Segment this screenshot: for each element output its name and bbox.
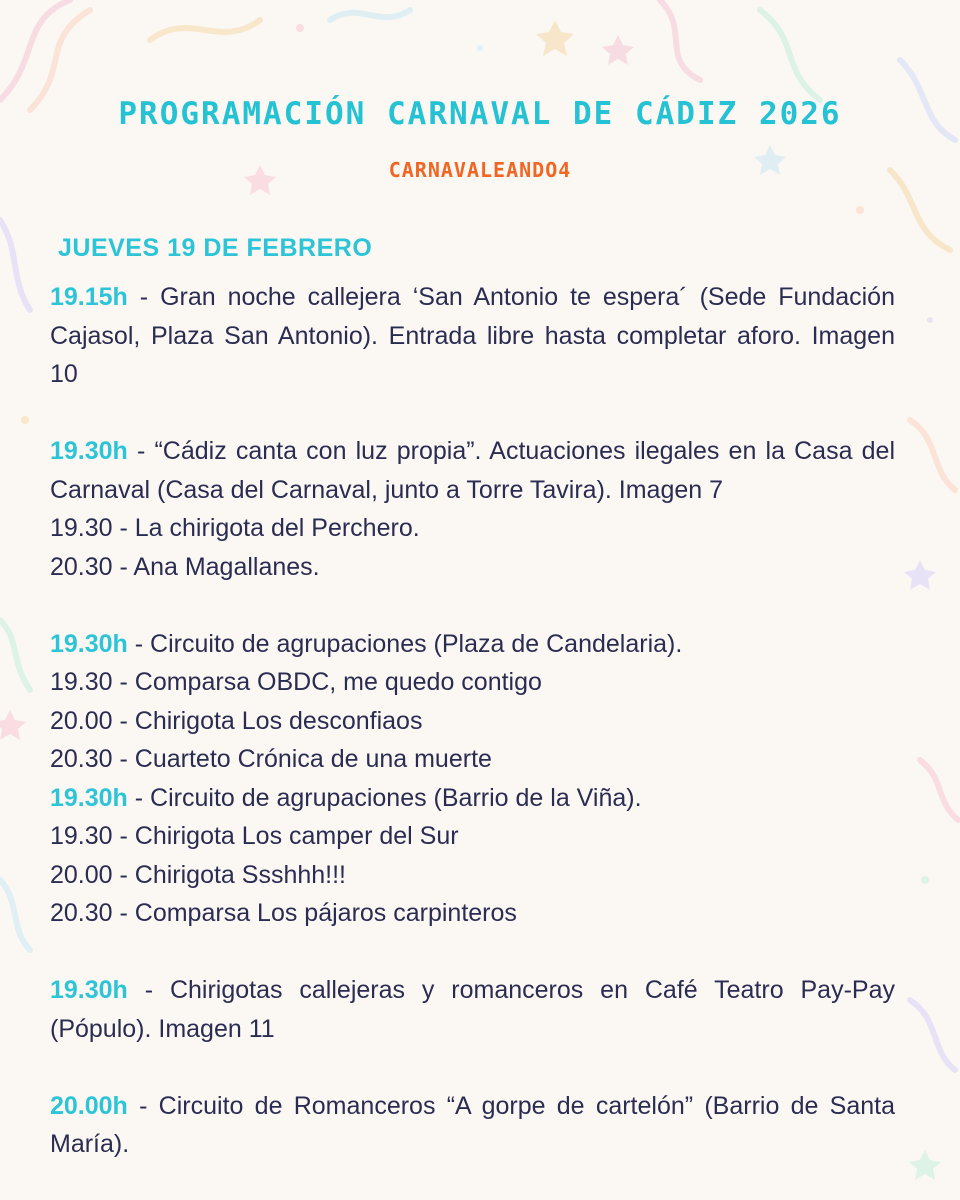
page-title: PROGRAMACIÓN CARNAVAL DE CÁDIZ 2026	[118, 96, 842, 132]
event-6	[50, 1087, 895, 1164]
event-time: 19.30h	[50, 976, 128, 1004]
event-list	[50, 278, 895, 1164]
event-description: - Circuito de agrupaciones (Plaza de Candelaria).	[127, 629, 683, 658]
event-item: 20.30 - Ana Magallanes.	[50, 552, 320, 581]
event-time: 19.15h	[50, 283, 128, 311]
day-heading: JUEVES 19 DE FEBRERO	[58, 234, 373, 262]
event-item: 20.00 - Chirigota Los desconfiaos	[50, 706, 423, 735]
event-item: 20.00 - Chirigota Ssshhh!!!	[50, 860, 346, 889]
event-item: 20.30 - Comparsa Los pájaros carpinteros	[50, 899, 517, 927]
event-description: - “Cádiz canta con luz propia”. Actuaciones ilegales en la Casa del Carnaval (Casa del Carnaval, junto a Torre Tavira). Imagen 7	[50, 437, 895, 504]
event-description: - Chirigotas callejeras y romanceros en Café Teatro Pay-Pay (Pópulo). Imagen 11	[50, 976, 895, 1043]
event-description: - Circuito de Romanceros “A gorpe de cartelón” (Barrio de Santa María).	[50, 1091, 895, 1158]
event-description: - Gran noche callejera ‘San Antonio te espera´ (Sede Fundación Cajasol, Plaza San Antonio). Entrada libre hasta completar aforo. Imagen 10	[50, 283, 895, 388]
event-item: 19.30 - Chirigota Los camper del Sur	[50, 822, 459, 850]
event-item: 20.30 - Cuarteto Crónica de una muerte	[50, 745, 492, 773]
event-4	[50, 779, 895, 933]
page-subtitle: CARNAVALEANDO4	[388, 158, 572, 182]
event-item: 19.30 - Comparsa OBDC, me quedo contigo	[50, 668, 542, 696]
header	[0, 96, 960, 182]
event-time: 19.30h	[50, 437, 128, 465]
event-2	[50, 432, 895, 586]
event-item: 19.30 - La chirigota del Perchero.	[50, 514, 420, 542]
event-description: - Circuito de agrupaciones (Barrio de la Viña).	[127, 783, 642, 812]
event-time: 19.30h	[50, 629, 128, 658]
event-3	[50, 625, 895, 779]
event-5	[50, 971, 895, 1048]
event-time: 20.00h	[50, 1091, 128, 1120]
event-1	[50, 278, 895, 394]
event-time: 19.30h	[50, 783, 128, 812]
